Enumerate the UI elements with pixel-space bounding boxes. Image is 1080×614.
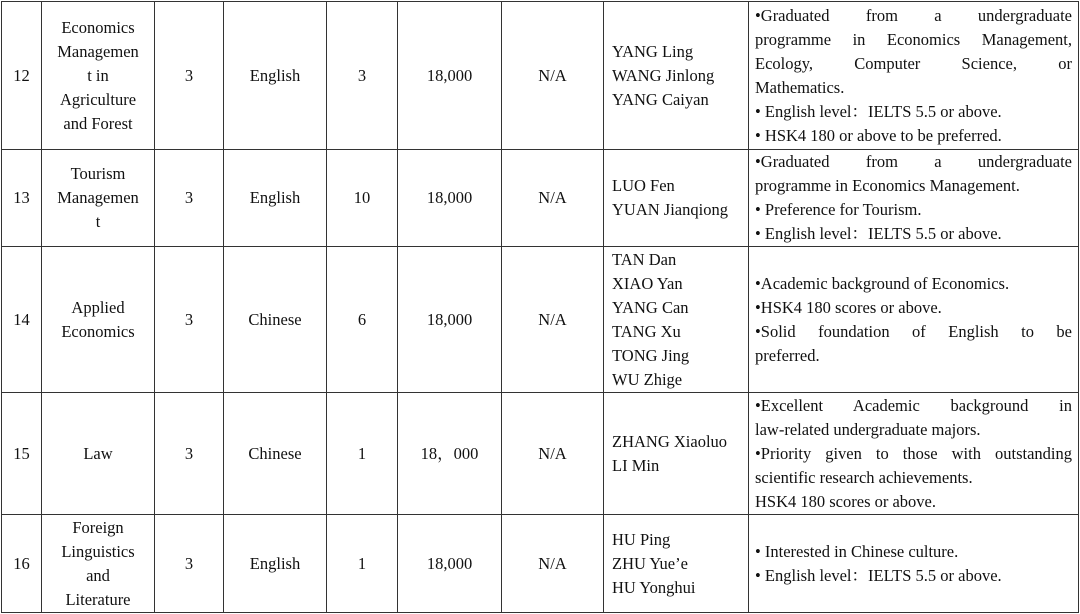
major-line: Linguistics <box>61 541 135 561</box>
quota-cell: 10 <box>327 150 398 247</box>
quota-cell: 3 <box>327 2 398 150</box>
supervisor-name: ZHU Yue’e <box>612 553 688 573</box>
major-cell <box>42 515 155 613</box>
supervisor-name: YANG Caiyan <box>612 89 709 109</box>
supervisors-cell <box>604 393 749 515</box>
supervisor-name: XIAO Yan <box>612 273 683 293</box>
supervisors-cell <box>604 515 749 613</box>
other-cell: N/A <box>502 515 604 613</box>
major-line: Tourism <box>70 164 126 183</box>
table-row <box>2 150 1079 247</box>
supervisor-name: TANG Xu <box>612 321 681 341</box>
table-body <box>2 2 1079 613</box>
quota-cell: 1 <box>327 515 398 613</box>
requirement-line: programme in Economics Management, <box>755 29 1072 49</box>
tuition-cell: 18,000 <box>398 247 502 393</box>
major-line: t <box>95 212 101 231</box>
supervisor-name: LUO Fen <box>612 176 675 195</box>
major-line: and Forest <box>63 113 133 133</box>
requirement-line: • English level：IELTS 5.5 or above. <box>755 224 1002 243</box>
supervisor-name: LI Min <box>612 455 660 475</box>
quota-cell: 1 <box>327 393 398 515</box>
requirement-line: •Excellent Academic background in <box>755 395 1072 415</box>
requirement-line: •Priority given to those with outstanding <box>755 443 1072 463</box>
requirement-line: •Graduated from a undergraduate <box>755 5 1072 25</box>
requirements-cell <box>749 393 1079 515</box>
requirement-line: • Preference for Tourism. <box>755 200 922 219</box>
major-line: and <box>86 565 110 585</box>
requirement-line: •Academic background of Economics. <box>755 273 1010 293</box>
years-cell: 3 <box>155 247 224 393</box>
supervisors-cell <box>604 150 749 247</box>
tuition-cell: 18,000 <box>398 150 502 247</box>
requirement-line: • English level：IELTS 5.5 or above. <box>755 565 1002 585</box>
tuition-cell: 18，000 <box>398 393 502 515</box>
major-line: Law <box>83 443 113 463</box>
major-line: Literature <box>65 589 131 609</box>
major-cell <box>42 247 155 393</box>
major-line: Agriculture <box>59 89 137 109</box>
requirements-cell <box>749 515 1079 613</box>
other-cell: N/A <box>502 247 604 393</box>
requirement-line: •HSK4 180 scores or above. <box>755 297 942 317</box>
major-line: Managemen <box>57 188 139 207</box>
requirement-line: •Graduated from a undergraduate <box>755 152 1072 171</box>
requirement-line: programme in Economics Management. <box>755 176 1020 195</box>
supervisor-name: ZHANG Xiaoluo <box>612 431 728 451</box>
language-cell: English <box>224 2 327 150</box>
requirement-line: scientific research achievements. <box>755 467 973 487</box>
row-number: 15 <box>2 393 42 515</box>
major-cell <box>42 2 155 150</box>
supervisor-name: YANG Ling <box>612 41 694 61</box>
row-number: 12 <box>2 2 42 150</box>
supervisors-cell <box>604 247 749 393</box>
years-cell: 3 <box>155 393 224 515</box>
requirements-cell <box>749 247 1079 393</box>
other-cell: N/A <box>502 393 604 515</box>
major-line: Foreign <box>72 517 124 537</box>
requirement-line: • HSK4 180 or above to be preferred. <box>755 125 1002 145</box>
language-cell: English <box>224 150 327 247</box>
supervisor-name: TAN Dan <box>612 249 677 269</box>
row-number: 14 <box>2 247 42 393</box>
requirement-line: Mathematics. <box>755 77 845 97</box>
supervisor-name: WANG Jinlong <box>612 65 715 85</box>
row-number: 13 <box>2 150 42 247</box>
language-cell: Chinese <box>224 247 327 393</box>
requirement-line: Ecology, Computer Science, or <box>755 53 1072 73</box>
major-cell <box>42 150 155 247</box>
requirement-line: • Interested in Chinese culture. <box>755 541 959 561</box>
requirement-line: •Solid foundation of English to be <box>755 321 1072 341</box>
supervisor-name: WU Zhige <box>612 369 683 389</box>
supervisors-cell <box>604 2 749 150</box>
major-line: Economics <box>61 321 135 341</box>
major-line: t in <box>87 65 109 85</box>
years-cell: 3 <box>155 150 224 247</box>
programme-table <box>1 1 1079 613</box>
requirement-line: • English level：IELTS 5.5 or above. <box>755 101 1002 121</box>
requirements-cell <box>749 150 1079 247</box>
years-cell: 3 <box>155 2 224 150</box>
table-row <box>2 2 1079 150</box>
other-cell: N/A <box>502 150 604 247</box>
tuition-cell: 18,000 <box>398 515 502 613</box>
language-cell: Chinese <box>224 393 327 515</box>
requirements-cell <box>749 2 1079 150</box>
supervisor-name: TONG Jing <box>612 345 690 365</box>
supervisor-name: HU Ping <box>612 529 671 549</box>
requirement-line: HSK4 180 scores or above. <box>755 491 937 511</box>
requirement-line: preferred. <box>755 345 820 365</box>
table-row <box>2 393 1079 515</box>
major-line: Economics <box>61 17 135 37</box>
supervisor-name: HU Yonghui <box>612 577 696 597</box>
language-cell: English <box>224 515 327 613</box>
supervisor-name: YUAN Jianqiong <box>612 200 728 219</box>
supervisor-name: YANG Can <box>612 297 689 317</box>
requirement-line: law-related undergraduate majors. <box>755 419 981 439</box>
years-cell: 3 <box>155 515 224 613</box>
major-line: Applied <box>71 297 125 317</box>
quota-cell: 6 <box>327 247 398 393</box>
other-cell: N/A <box>502 2 604 150</box>
major-line: Managemen <box>57 41 139 61</box>
table-row <box>2 515 1079 613</box>
table-row <box>2 247 1079 393</box>
row-number: 16 <box>2 515 42 613</box>
tuition-cell: 18,000 <box>398 2 502 150</box>
major-cell <box>42 393 155 515</box>
